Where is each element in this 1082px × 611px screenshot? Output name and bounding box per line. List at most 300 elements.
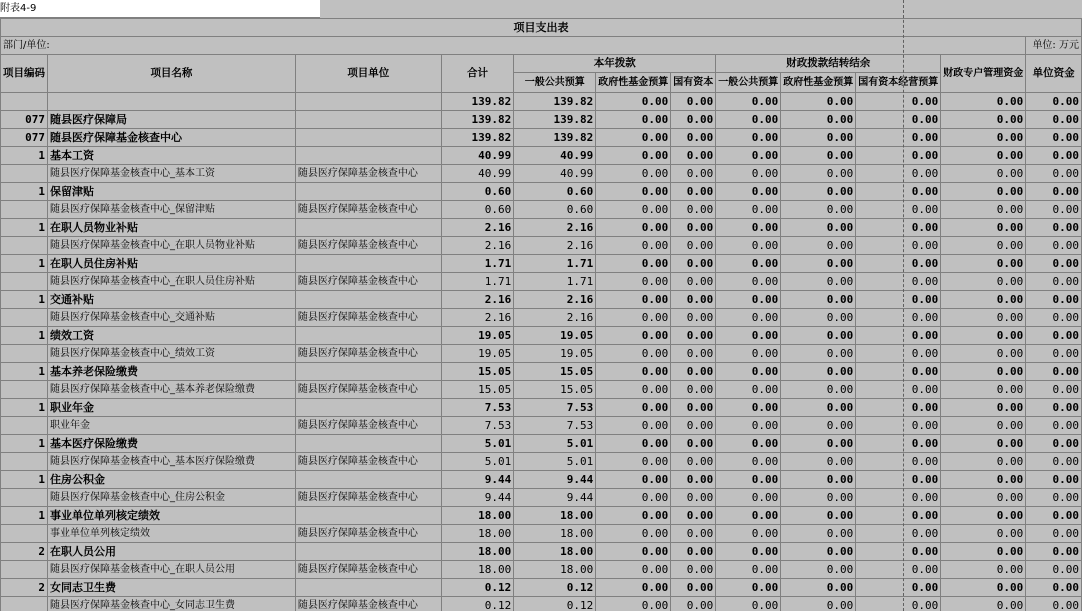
- cell-cg[interactable]: 0.00: [716, 147, 781, 165]
- cell-gen[interactable]: 0.60: [514, 201, 596, 219]
- cell-name[interactable]: 事业单位单列核定绩效: [48, 507, 296, 525]
- cell-cg[interactable]: 0.00: [716, 93, 781, 111]
- cell-uf[interactable]: 0.00: [1026, 147, 1082, 165]
- cell-code[interactable]: 1: [1, 399, 48, 417]
- cell-gen[interactable]: 18.00: [514, 525, 596, 543]
- cell-cf[interactable]: 0.00: [781, 399, 856, 417]
- cell-code[interactable]: [1, 489, 48, 507]
- cell-unit[interactable]: [295, 507, 441, 525]
- cell-cs[interactable]: 0.00: [856, 417, 941, 435]
- cell-total[interactable]: 0.12: [441, 579, 514, 597]
- cell-uf[interactable]: 0.00: [1026, 111, 1082, 129]
- cell-sc[interactable]: 0.00: [671, 327, 716, 345]
- cell-total[interactable]: 0.60: [441, 201, 514, 219]
- cell-gen[interactable]: 139.82: [514, 111, 596, 129]
- cell-sc[interactable]: 0.00: [671, 165, 716, 183]
- cell-unit[interactable]: [295, 471, 441, 489]
- header-code[interactable]: 项目编码: [1, 55, 48, 93]
- cell-gen[interactable]: 139.82: [514, 93, 596, 111]
- cell-code[interactable]: [1, 201, 48, 219]
- cell-uf[interactable]: 0.00: [1026, 291, 1082, 309]
- cell-cs[interactable]: 0.00: [856, 147, 941, 165]
- cell-total[interactable]: 9.44: [441, 471, 514, 489]
- cell-sc[interactable]: 0.00: [671, 597, 716, 611]
- cell-cs[interactable]: 0.00: [856, 579, 941, 597]
- cell-gen[interactable]: 0.12: [514, 597, 596, 611]
- cell-code[interactable]: 1: [1, 255, 48, 273]
- cell-cs[interactable]: 0.00: [856, 435, 941, 453]
- cell-gf[interactable]: 0.00: [596, 543, 671, 561]
- cell-gen[interactable]: 2.16: [514, 309, 596, 327]
- cell-cs[interactable]: 0.00: [856, 309, 941, 327]
- cell-code[interactable]: 2: [1, 543, 48, 561]
- cell-cf[interactable]: 0.00: [781, 561, 856, 579]
- cell-total[interactable]: 7.53: [441, 399, 514, 417]
- cell-cg[interactable]: 0.00: [716, 489, 781, 507]
- cell-code[interactable]: [1, 273, 48, 291]
- cell-code[interactable]: [1, 345, 48, 363]
- cell-cs[interactable]: 0.00: [856, 381, 941, 399]
- cell-cf[interactable]: 0.00: [781, 543, 856, 561]
- cell-name[interactable]: 在职人员物业补贴: [48, 219, 296, 237]
- cell-cg[interactable]: 0.00: [716, 435, 781, 453]
- cell-uf[interactable]: 0.00: [1026, 435, 1082, 453]
- cell-sp[interactable]: 0.00: [941, 435, 1026, 453]
- cell-sc[interactable]: 0.00: [671, 147, 716, 165]
- cell-cs[interactable]: 0.00: [856, 255, 941, 273]
- cell-cs[interactable]: 0.00: [856, 453, 941, 471]
- cell-cf[interactable]: 0.00: [781, 165, 856, 183]
- cell-total[interactable]: 0.60: [441, 183, 514, 201]
- cell-unit[interactable]: 随县医疗保障基金核查中心: [295, 489, 441, 507]
- cell-sp[interactable]: 0.00: [941, 327, 1026, 345]
- cell-total[interactable]: 139.82: [441, 93, 514, 111]
- cell-cs[interactable]: 0.00: [856, 201, 941, 219]
- cell-name[interactable]: 住房公积金: [48, 471, 296, 489]
- cell-total[interactable]: 18.00: [441, 543, 514, 561]
- cell-name[interactable]: 随县医疗保障基金核查中心_交通补贴: [48, 309, 296, 327]
- header-general-budget[interactable]: 一般公共预算: [514, 73, 596, 93]
- cell-name[interactable]: 随县医疗保障基金核查中心_绩效工资: [48, 345, 296, 363]
- cell-cf[interactable]: 0.00: [781, 291, 856, 309]
- cell-cg[interactable]: 0.00: [716, 255, 781, 273]
- cell-code[interactable]: 1: [1, 435, 48, 453]
- cell-sc[interactable]: 0.00: [671, 345, 716, 363]
- cell-cs[interactable]: 0.00: [856, 507, 941, 525]
- cell-cf[interactable]: 0.00: [781, 345, 856, 363]
- cell-name[interactable]: 绩效工资: [48, 327, 296, 345]
- cell-unit[interactable]: [295, 111, 441, 129]
- cell-sc[interactable]: 0.00: [671, 93, 716, 111]
- cell-gf[interactable]: 0.00: [596, 165, 671, 183]
- cell-gen[interactable]: 18.00: [514, 507, 596, 525]
- cell-cs[interactable]: 0.00: [856, 345, 941, 363]
- cell-unit[interactable]: 随县医疗保障基金核查中心: [295, 237, 441, 255]
- cell-name[interactable]: 女同志卫生费: [48, 579, 296, 597]
- cell-name[interactable]: 在职人员住房补贴: [48, 255, 296, 273]
- cell-uf[interactable]: 0.00: [1026, 489, 1082, 507]
- cell-gf[interactable]: 0.00: [596, 237, 671, 255]
- cell-cf[interactable]: 0.00: [781, 237, 856, 255]
- cell-cs[interactable]: 0.00: [856, 219, 941, 237]
- cell-sp[interactable]: 0.00: [941, 309, 1026, 327]
- cell-total[interactable]: 139.82: [441, 129, 514, 147]
- cell-gf[interactable]: 0.00: [596, 579, 671, 597]
- cell-name[interactable]: 随县医疗保障基金核查中心_在职人员住房补贴: [48, 273, 296, 291]
- cell-sp[interactable]: 0.00: [941, 273, 1026, 291]
- cell-sp[interactable]: 0.00: [941, 255, 1026, 273]
- header-special-account[interactable]: 财政专户管理资金: [941, 55, 1026, 93]
- cell-uf[interactable]: 0.00: [1026, 543, 1082, 561]
- cell-gen[interactable]: 18.00: [514, 543, 596, 561]
- cell-cs[interactable]: 0.00: [856, 183, 941, 201]
- cell-unit[interactable]: [295, 579, 441, 597]
- cell-name[interactable]: 随县医疗保障基金核查中心_基本养老保险缴费: [48, 381, 296, 399]
- cell-cf[interactable]: 0.00: [781, 471, 856, 489]
- cell-gen[interactable]: 2.16: [514, 291, 596, 309]
- cell-gf[interactable]: 0.00: [596, 219, 671, 237]
- cell-sp[interactable]: 0.00: [941, 381, 1026, 399]
- cell-code[interactable]: 1: [1, 219, 48, 237]
- cell-code[interactable]: 1: [1, 471, 48, 489]
- cell-name[interactable]: 基本养老保险缴费: [48, 363, 296, 381]
- cell-sc[interactable]: 0.00: [671, 435, 716, 453]
- cell-cs[interactable]: 0.00: [856, 273, 941, 291]
- cell-unit[interactable]: 随县医疗保障基金核查中心: [295, 345, 441, 363]
- cell-total[interactable]: 2.16: [441, 309, 514, 327]
- cell-sp[interactable]: 0.00: [941, 111, 1026, 129]
- cell-cf[interactable]: 0.00: [781, 183, 856, 201]
- cell-unit[interactable]: [295, 129, 441, 147]
- cell-gf[interactable]: 0.00: [596, 381, 671, 399]
- cell-sc[interactable]: 0.00: [671, 129, 716, 147]
- cell-gen[interactable]: 2.16: [514, 219, 596, 237]
- cell-gen[interactable]: 9.44: [514, 489, 596, 507]
- cell-gen[interactable]: 15.05: [514, 381, 596, 399]
- cell-cg[interactable]: 0.00: [716, 183, 781, 201]
- cell-code[interactable]: [1, 525, 48, 543]
- cell-unit[interactable]: [295, 435, 441, 453]
- cell-sp[interactable]: 0.00: [941, 165, 1026, 183]
- cell-sc[interactable]: 0.00: [671, 273, 716, 291]
- cell-unit[interactable]: [295, 183, 441, 201]
- cell-unit[interactable]: [295, 219, 441, 237]
- cell-sc[interactable]: 0.00: [671, 363, 716, 381]
- cell-total[interactable]: 40.99: [441, 147, 514, 165]
- cell-uf[interactable]: 0.00: [1026, 597, 1082, 611]
- cell-cg[interactable]: 0.00: [716, 561, 781, 579]
- cell-unit[interactable]: 随县医疗保障基金核查中心: [295, 561, 441, 579]
- cell-gf[interactable]: 0.00: [596, 309, 671, 327]
- cell-name[interactable]: 基本医疗保险缴费: [48, 435, 296, 453]
- cell-total[interactable]: 5.01: [441, 453, 514, 471]
- cell-uf[interactable]: 0.00: [1026, 309, 1082, 327]
- cell-name[interactable]: 在职人员公用: [48, 543, 296, 561]
- cell-uf[interactable]: 0.00: [1026, 327, 1082, 345]
- cell-gen[interactable]: 9.44: [514, 471, 596, 489]
- cell-sc[interactable]: 0.00: [671, 255, 716, 273]
- cell-gen[interactable]: 19.05: [514, 345, 596, 363]
- cell-gf[interactable]: 0.00: [596, 111, 671, 129]
- cell-name[interactable]: 随县医疗保障基金核查中心_在职人员公用: [48, 561, 296, 579]
- cell-cf[interactable]: 0.00: [781, 381, 856, 399]
- cell-sc[interactable]: 0.00: [671, 183, 716, 201]
- cell-unit[interactable]: 随县医疗保障基金核查中心: [295, 201, 441, 219]
- cell-gf[interactable]: 0.00: [596, 471, 671, 489]
- cell-code[interactable]: 1: [1, 327, 48, 345]
- cell-unit[interactable]: [295, 147, 441, 165]
- cell-cg[interactable]: 0.00: [716, 111, 781, 129]
- cell-cg[interactable]: 0.00: [716, 507, 781, 525]
- cell-sp[interactable]: 0.00: [941, 345, 1026, 363]
- cell-code[interactable]: [1, 237, 48, 255]
- cell-cs[interactable]: 0.00: [856, 597, 941, 611]
- cell-code[interactable]: 1: [1, 183, 48, 201]
- cell-cf[interactable]: 0.00: [781, 111, 856, 129]
- cell-unit[interactable]: 随县医疗保障基金核查中心: [295, 273, 441, 291]
- cell-gf[interactable]: 0.00: [596, 147, 671, 165]
- cell-uf[interactable]: 0.00: [1026, 183, 1082, 201]
- header-unit-funds[interactable]: 单位资金: [1026, 55, 1082, 93]
- cell-uf[interactable]: 0.00: [1026, 381, 1082, 399]
- cell-uf[interactable]: 0.00: [1026, 345, 1082, 363]
- cell-code[interactable]: [1, 453, 48, 471]
- cell-total[interactable]: 2.16: [441, 219, 514, 237]
- sheet-ref-cell[interactable]: [0, 0, 320, 18]
- cell-sc[interactable]: 0.00: [671, 237, 716, 255]
- cell-cf[interactable]: 0.00: [781, 219, 856, 237]
- cell-unit[interactable]: 随县医疗保障基金核查中心: [295, 165, 441, 183]
- cell-cf[interactable]: 0.00: [781, 363, 856, 381]
- cell-uf[interactable]: 0.00: [1026, 255, 1082, 273]
- cell-uf[interactable]: 0.00: [1026, 363, 1082, 381]
- cell-total[interactable]: 2.16: [441, 291, 514, 309]
- cell-cg[interactable]: 0.00: [716, 327, 781, 345]
- cell-cg[interactable]: 0.00: [716, 273, 781, 291]
- cell-gen[interactable]: 2.16: [514, 237, 596, 255]
- cell-cf[interactable]: 0.00: [781, 327, 856, 345]
- cell-sc[interactable]: 0.00: [671, 579, 716, 597]
- cell-cf[interactable]: 0.00: [781, 507, 856, 525]
- cell-name[interactable]: 随县医疗保障基金核查中心: [48, 129, 296, 147]
- cell-gen[interactable]: 40.99: [514, 165, 596, 183]
- cell-unit[interactable]: [295, 327, 441, 345]
- cell-sc[interactable]: 0.00: [671, 471, 716, 489]
- cell-gf[interactable]: 0.00: [596, 345, 671, 363]
- cell-cs[interactable]: 0.00: [856, 111, 941, 129]
- cell-sp[interactable]: 0.00: [941, 489, 1026, 507]
- cell-name[interactable]: 随县医疗保障基金核查中心_住房公积金: [48, 489, 296, 507]
- cell-code[interactable]: [1, 309, 48, 327]
- cell-cg[interactable]: 0.00: [716, 291, 781, 309]
- header-co-gov-fund[interactable]: 政府性基金预算: [781, 73, 856, 93]
- cell-uf[interactable]: 0.00: [1026, 507, 1082, 525]
- cell-name[interactable]: 交通补贴: [48, 291, 296, 309]
- cell-gf[interactable]: 0.00: [596, 453, 671, 471]
- cell-cf[interactable]: 0.00: [781, 579, 856, 597]
- cell-cf[interactable]: 0.00: [781, 201, 856, 219]
- cell-total[interactable]: 19.05: [441, 327, 514, 345]
- cell-cs[interactable]: 0.00: [856, 489, 941, 507]
- cell-gf[interactable]: 0.00: [596, 507, 671, 525]
- cell-sp[interactable]: 0.00: [941, 363, 1026, 381]
- cell-uf[interactable]: 0.00: [1026, 561, 1082, 579]
- cell-gf[interactable]: 0.00: [596, 327, 671, 345]
- cell-unit[interactable]: 随县医疗保障基金核查中心: [295, 597, 441, 611]
- cell-cs[interactable]: 0.00: [856, 291, 941, 309]
- cell-code[interactable]: [1, 597, 48, 611]
- cell-code[interactable]: 077: [1, 129, 48, 147]
- cell-cg[interactable]: 0.00: [716, 597, 781, 611]
- cell-sc[interactable]: 0.00: [671, 543, 716, 561]
- cell-uf[interactable]: 0.00: [1026, 93, 1082, 111]
- cell-name[interactable]: 随县医疗保障基金核查中心_基本工资: [48, 165, 296, 183]
- cell-gen[interactable]: 0.60: [514, 183, 596, 201]
- cell-sp[interactable]: 0.00: [941, 237, 1026, 255]
- cell-cs[interactable]: 0.00: [856, 363, 941, 381]
- cell-cg[interactable]: 0.00: [716, 201, 781, 219]
- cell-cf[interactable]: 0.00: [781, 129, 856, 147]
- cell-uf[interactable]: 0.00: [1026, 579, 1082, 597]
- header-co-state-capital[interactable]: 国有资本经营预算: [856, 73, 941, 93]
- cell-gen[interactable]: 5.01: [514, 453, 596, 471]
- cell-uf[interactable]: 0.00: [1026, 201, 1082, 219]
- cell-cf[interactable]: 0.00: [781, 453, 856, 471]
- cell-cg[interactable]: 0.00: [716, 309, 781, 327]
- cell-code[interactable]: 1: [1, 147, 48, 165]
- cell-total[interactable]: 9.44: [441, 489, 514, 507]
- cell-cs[interactable]: 0.00: [856, 471, 941, 489]
- cell-sp[interactable]: 0.00: [941, 507, 1026, 525]
- cell-cg[interactable]: 0.00: [716, 237, 781, 255]
- cell-sc[interactable]: 0.00: [671, 381, 716, 399]
- cell-cf[interactable]: 0.00: [781, 309, 856, 327]
- cell-cg[interactable]: 0.00: [716, 363, 781, 381]
- cell-code[interactable]: [1, 93, 48, 111]
- cell-cf[interactable]: 0.00: [781, 525, 856, 543]
- cell-name[interactable]: 随县医疗保障基金核查中心_基本医疗保险缴费: [48, 453, 296, 471]
- cell-cs[interactable]: 0.00: [856, 399, 941, 417]
- cell-uf[interactable]: 0.00: [1026, 165, 1082, 183]
- cell-gen[interactable]: 139.82: [514, 129, 596, 147]
- cell-cg[interactable]: 0.00: [716, 543, 781, 561]
- cell-total[interactable]: 15.05: [441, 363, 514, 381]
- cell-sc[interactable]: 0.00: [671, 309, 716, 327]
- cell-name[interactable]: 职业年金: [48, 399, 296, 417]
- cell-uf[interactable]: 0.00: [1026, 471, 1082, 489]
- cell-unit[interactable]: [295, 93, 441, 111]
- cell-cs[interactable]: 0.00: [856, 165, 941, 183]
- cell-code[interactable]: [1, 417, 48, 435]
- cell-cs[interactable]: 0.00: [856, 525, 941, 543]
- cell-unit[interactable]: 随县医疗保障基金核查中心: [295, 417, 441, 435]
- cell-code[interactable]: [1, 381, 48, 399]
- cell-sc[interactable]: 0.00: [671, 417, 716, 435]
- cell-uf[interactable]: 0.00: [1026, 453, 1082, 471]
- cell-sp[interactable]: 0.00: [941, 417, 1026, 435]
- cell-gf[interactable]: 0.00: [596, 525, 671, 543]
- cell-gen[interactable]: 1.71: [514, 273, 596, 291]
- cell-cg[interactable]: 0.00: [716, 129, 781, 147]
- cell-gf[interactable]: 0.00: [596, 291, 671, 309]
- cell-gf[interactable]: 0.00: [596, 93, 671, 111]
- cell-name[interactable]: 事业单位单列核定绩效: [48, 525, 296, 543]
- cell-name[interactable]: 职业年金: [48, 417, 296, 435]
- cell-uf[interactable]: 0.00: [1026, 417, 1082, 435]
- cell-gen[interactable]: 40.99: [514, 147, 596, 165]
- cell-total[interactable]: 1.71: [441, 273, 514, 291]
- cell-sp[interactable]: 0.00: [941, 201, 1026, 219]
- cell-cg[interactable]: 0.00: [716, 471, 781, 489]
- header-name[interactable]: 项目名称: [48, 55, 296, 93]
- cell-gen[interactable]: 18.00: [514, 561, 596, 579]
- cell-name[interactable]: 保留津贴: [48, 183, 296, 201]
- cell-code[interactable]: 1: [1, 507, 48, 525]
- cell-gen[interactable]: 7.53: [514, 399, 596, 417]
- cell-unit[interactable]: 随县医疗保障基金核查中心: [295, 453, 441, 471]
- cell-uf[interactable]: 0.00: [1026, 237, 1082, 255]
- cell-cf[interactable]: 0.00: [781, 489, 856, 507]
- cell-gen[interactable]: 15.05: [514, 363, 596, 381]
- cell-cf[interactable]: 0.00: [781, 435, 856, 453]
- cell-cg[interactable]: 0.00: [716, 345, 781, 363]
- cell-sc[interactable]: 0.00: [671, 111, 716, 129]
- cell-code[interactable]: 1: [1, 363, 48, 381]
- cell-total[interactable]: 139.82: [441, 111, 514, 129]
- cell-total[interactable]: 1.71: [441, 255, 514, 273]
- cell-gf[interactable]: 0.00: [596, 489, 671, 507]
- cell-gf[interactable]: 0.00: [596, 417, 671, 435]
- cell-cs[interactable]: 0.00: [856, 543, 941, 561]
- cell-gf[interactable]: 0.00: [596, 183, 671, 201]
- cell-gf[interactable]: 0.00: [596, 255, 671, 273]
- cell-sc[interactable]: 0.00: [671, 201, 716, 219]
- cell-name[interactable]: 基本工资: [48, 147, 296, 165]
- header-unit[interactable]: 项目单位: [295, 55, 441, 93]
- cell-cf[interactable]: 0.00: [781, 255, 856, 273]
- cell-cg[interactable]: 0.00: [716, 525, 781, 543]
- cell-uf[interactable]: 0.00: [1026, 219, 1082, 237]
- cell-cg[interactable]: 0.00: [716, 399, 781, 417]
- cell-sc[interactable]: 0.00: [671, 219, 716, 237]
- cell-sp[interactable]: 0.00: [941, 93, 1026, 111]
- header-gov-fund[interactable]: 政府性基金预算: [596, 73, 671, 93]
- cell-gen[interactable]: 5.01: [514, 435, 596, 453]
- cell-gf[interactable]: 0.00: [596, 435, 671, 453]
- cell-cs[interactable]: 0.00: [856, 93, 941, 111]
- cell-total[interactable]: 15.05: [441, 381, 514, 399]
- cell-name[interactable]: 随县医疗保障局: [48, 111, 296, 129]
- cell-name[interactable]: 随县医疗保障基金核查中心_保留津贴: [48, 201, 296, 219]
- cell-uf[interactable]: 0.00: [1026, 525, 1082, 543]
- cell-code[interactable]: [1, 165, 48, 183]
- cell-sp[interactable]: 0.00: [941, 525, 1026, 543]
- header-total[interactable]: 合计: [441, 55, 514, 93]
- cell-gf[interactable]: 0.00: [596, 129, 671, 147]
- cell-code[interactable]: 077: [1, 111, 48, 129]
- cell-cf[interactable]: 0.00: [781, 597, 856, 611]
- cell-uf[interactable]: 0.00: [1026, 273, 1082, 291]
- cell-total[interactable]: 7.53: [441, 417, 514, 435]
- cell-name[interactable]: 随县医疗保障基金核查中心_在职人员物业补贴: [48, 237, 296, 255]
- cell-cf[interactable]: 0.00: [781, 147, 856, 165]
- cell-unit[interactable]: 随县医疗保障基金核查中心: [295, 381, 441, 399]
- cell-sc[interactable]: 0.00: [671, 489, 716, 507]
- cell-name[interactable]: 随县医疗保障基金核查中心_女同志卫生费: [48, 597, 296, 611]
- cell-code[interactable]: [1, 561, 48, 579]
- cell-cf[interactable]: 0.00: [781, 273, 856, 291]
- cell-sp[interactable]: 0.00: [941, 291, 1026, 309]
